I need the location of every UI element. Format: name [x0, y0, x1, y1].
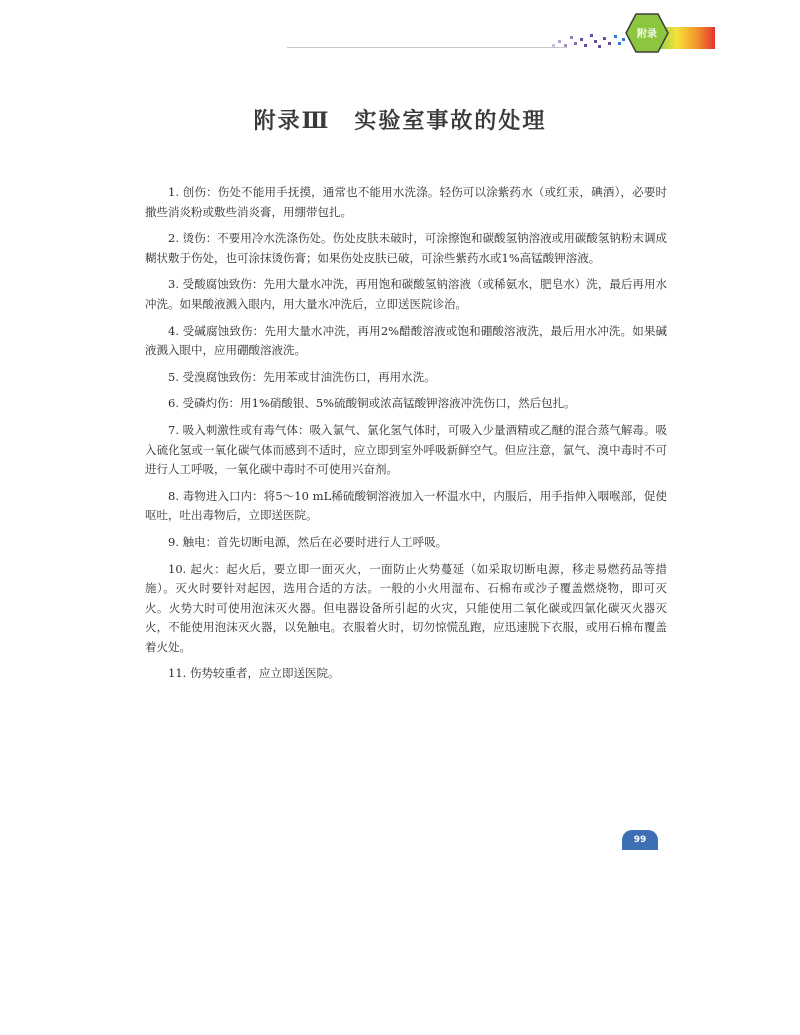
- page-title: 附录Ⅲ 实验室事故的处理: [253, 108, 547, 134]
- paragraph-3: 3. 受酸腐蚀致伤：先用大量水冲洗，再用饱和碳酸氢钠溶液（或稀氨水，肥皂水）洗，最后再用水冲洗。如果酸液溅入眼内，用大量水冲洗后，立即送医院诊治。: [145, 277, 667, 311]
- paragraph-2: 2. 烫伤：不要用冷水洗涤伤处。伤处皮肤未破时，可涂擦饱和碳酸氢钠溶液或用碳酸氢钠粉末调成糊状敷于伤处，也可涂抹烫伤膏；如果伤处皮肤已破，可涂些紫药水或1%高锰酸钾溶液。: [145, 231, 667, 265]
- paragraph-1: 1. 创伤：伤处不能用手抚摸，通常也不能用水洗涤。轻伤可以涂紫药水（或红汞，碘酒），必要时撒些消炎粉或敷些消炎膏，用绷带包扎。: [145, 185, 667, 219]
- content-body: [145, 183, 667, 691]
- page-header: [0, 0, 800, 60]
- page-number: 99: [633, 835, 647, 845]
- pixel-decoration: [548, 30, 628, 50]
- paragraph-7: 7. 吸入刺激性或有毒气体：吸入氯气、氯化氢气体时，可吸入少量酒精或乙醚的混合蒸气解毒。吸入硫化氢或一氧化碳气体而感到不适时，应立即到室外呼吸新鲜空气。但应注意，氯气、溴中毒时不可进行人工呼吸，一氧化碳中毒时不可使用兴奋剂。: [145, 422, 667, 477]
- badge-label: 附录: [637, 29, 657, 40]
- paragraph-4: 4. 受碱腐蚀致伤：先用大量水冲洗，再用2%醋酸溶液或饱和硼酸溶液洗，最后用水冲洗。如果碱液溅入眼中，应用硼酸溶液洗。: [145, 323, 667, 358]
- paragraph-10: 10. 起火：起火后，要立即一面灭火，一面防止火势蔓延（如采取切断电源，移走易燃药品等措施）。灭火时要针对起因，选用合适的方法。一般的小火用湿布、石棉布或沙子覆盖燃烧物，即可灭火。火势大时可使用泡沫灭火器。但电器设备所引起的火灾，只能使用二氧化碳或四氯化碳灭火器灭火，不能使用泡沫灭火器，以免触电。衣服着火时，切勿惊慌乱跑，应迅速脱下衣服，或用石棉布覆盖着火处。: [145, 561, 667, 654]
- paragraph-6: 6. 受磷灼伤：用1%硝酸银、5%硫酸铜或浓高锰酸钾溶液冲洗伤口，然后包扎。: [168, 396, 576, 411]
- header-rule: [287, 47, 567, 48]
- paragraph-5: 5. 受溴腐蚀致伤：先用苯或甘油洗伤口，再用水洗。: [168, 369, 436, 384]
- appendix-badge: [625, 13, 669, 53]
- page-number-tab: [622, 830, 658, 850]
- paragraph-9: 9. 触电：首先切断电源，然后在必要时进行人工呼吸。: [168, 534, 448, 549]
- paragraph-8: 8. 毒物进入口内：将5～10 mL稀硫酸铜溶液加入一杯温水中，内服后，用手指伸入咽喉部，促使呕吐，吐出毒物后，立即送医院。: [145, 488, 667, 523]
- paragraph-11: 11. 伤势较重者，应立即送医院。: [168, 666, 340, 681]
